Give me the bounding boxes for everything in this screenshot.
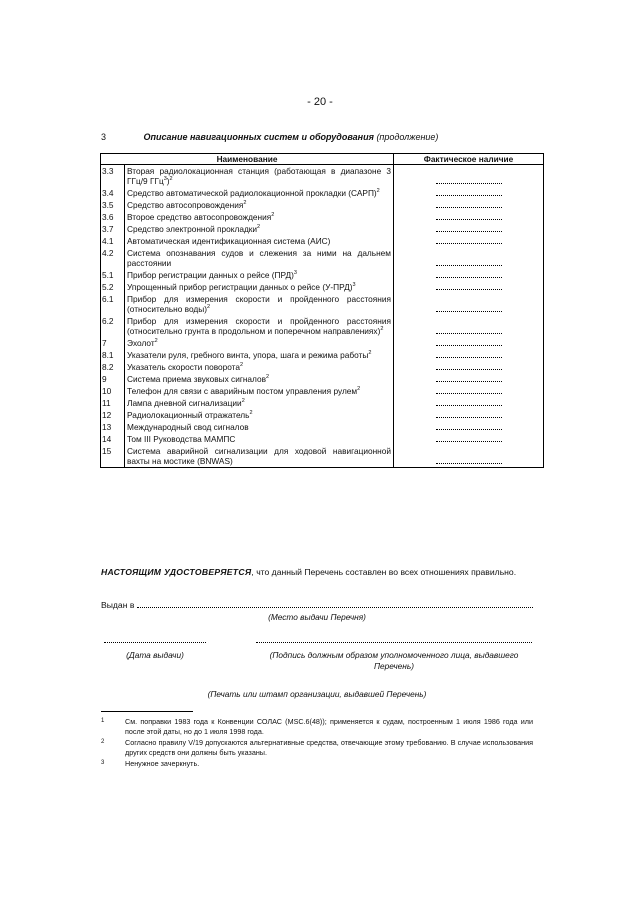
availability-cell [394, 187, 544, 199]
table-row [101, 397, 544, 409]
row-name [125, 269, 394, 281]
footnote-ref: 3 [293, 270, 297, 277]
footnote [101, 717, 533, 736]
row-name [125, 247, 394, 269]
row-name-text: Упрощенный прибор регистрации данных о рейсе (У-ПРД) [127, 282, 353, 292]
row-number: 3.3 [101, 165, 125, 188]
row-name [125, 397, 394, 409]
row-name-text: Система приема звуковых сигналов [127, 374, 267, 384]
section-title: Описание навигационных систем и оборудования [143, 132, 374, 142]
footnote-ref: 2 [368, 350, 372, 357]
availability-field[interactable] [436, 387, 502, 394]
row-name-text: Лампа дневной сигнализации [127, 398, 242, 408]
row-name [125, 385, 394, 397]
row-number: 9 [101, 373, 125, 385]
row-number: 6.1 [101, 293, 125, 315]
table-row [101, 337, 544, 349]
table-row [101, 199, 544, 211]
table-row [101, 409, 544, 421]
availability-field[interactable] [436, 411, 502, 418]
availability-cell [394, 211, 544, 223]
certification-statement [101, 566, 533, 578]
seal-caption: (Печать или штамп организации, выдавшей Перечень) [207, 689, 427, 699]
availability-field[interactable] [436, 375, 502, 382]
signature-caption: (Подпись должным образом уполномоченного лица, выдавшего Перечень) [269, 650, 519, 671]
availability-field[interactable] [436, 225, 502, 232]
availability-cell [394, 361, 544, 373]
row-name-text: Прибор для измерения скорости и пройденного расстояния (относительно грунта в продольном и поперечном направлениях) [127, 316, 391, 336]
availability-cell [394, 165, 544, 188]
availability-cell [394, 385, 544, 397]
availability-cell [394, 349, 544, 361]
table-row [101, 223, 544, 235]
footnote-ref: 2 [266, 374, 270, 381]
row-name-text: Международный свод сигналов [127, 422, 249, 432]
footnote-ref: 2 [169, 176, 173, 183]
availability-field[interactable] [436, 351, 502, 358]
row-name-text: Средство электронной прокладки [127, 224, 258, 234]
availability-field[interactable] [436, 435, 502, 442]
footnote-ref: 2 [241, 398, 245, 405]
availability-field[interactable] [436, 457, 502, 464]
table-row [101, 373, 544, 385]
footnote-mark: 1 [101, 718, 105, 724]
row-number: 8.2 [101, 361, 125, 373]
footnote-ref: 2 [240, 362, 244, 369]
row-number: 14 [101, 433, 125, 445]
row-name-text: Указатели руля, гребного винта, упора, шага и режима работы [127, 350, 369, 360]
availability-cell [394, 269, 544, 281]
row-number: 4.2 [101, 247, 125, 269]
row-number: 6.2 [101, 315, 125, 337]
availability-cell [394, 293, 544, 315]
row-number: 11 [101, 397, 125, 409]
availability-field[interactable] [436, 271, 502, 278]
table-row [101, 433, 544, 445]
row-name-text: Второе средство автосопровождения [127, 212, 272, 222]
availability-cell [394, 409, 544, 421]
row-name [125, 235, 394, 247]
availability-field[interactable] [436, 237, 502, 244]
footnote-ref: 2 [257, 224, 261, 231]
availability-cell [394, 445, 544, 468]
place-caption: (Место выдачи Перечня) [268, 612, 366, 622]
row-name [125, 349, 394, 361]
availability-cell [394, 373, 544, 385]
table-row [101, 349, 544, 361]
availability-field[interactable] [436, 283, 502, 290]
row-number: 13 [101, 421, 125, 433]
row-name [125, 373, 394, 385]
table-row [101, 315, 544, 337]
row-name-text: Эхолот [127, 338, 155, 348]
table-row [101, 281, 544, 293]
table-row [101, 385, 544, 397]
row-name-text: Средство автоматической радиолокационной прокладки (САРП) [127, 188, 377, 198]
row-name [125, 211, 394, 223]
availability-field[interactable] [436, 363, 502, 370]
footnote-divider [101, 711, 193, 712]
row-number: 5.2 [101, 281, 125, 293]
row-name [125, 165, 394, 188]
equipment-table [100, 153, 544, 468]
footnote-text: См. поправки 1983 года к Конвенции СОЛАС (MSC.6(48)); применяется к судам, построенным 1 июля 1986 года или после этой даты, но до 1 июля 1998 года. [125, 717, 533, 736]
certification-lead: НАСТОЯЩИМ УДОСТОВЕРЯЕТСЯ [101, 567, 252, 577]
availability-cell [394, 223, 544, 235]
availability-cell [394, 247, 544, 269]
row-number: 8.1 [101, 349, 125, 361]
availability-field[interactable] [436, 189, 502, 196]
availability-field[interactable] [436, 423, 502, 430]
availability-field[interactable] [436, 259, 502, 266]
row-name [125, 187, 394, 199]
availability-cell [394, 421, 544, 433]
table-row [101, 293, 544, 315]
availability-field[interactable] [436, 339, 502, 346]
availability-cell [394, 281, 544, 293]
footnote-text: Ненужное зачеркнуть. [125, 759, 200, 769]
footnote-ref: 3 [163, 176, 167, 183]
row-name [125, 421, 394, 433]
footnote-text: Согласно правилу V/19 допускаются альтернативные средства, отвечающие этому требованию. В случае использования других средств они должны быть указаны. [125, 738, 533, 757]
footnote-ref: 2 [380, 326, 384, 333]
footnote-ref: 2 [357, 386, 361, 393]
section-number: 3 [101, 132, 107, 142]
availability-cell [394, 433, 544, 445]
footnote [101, 738, 533, 757]
date-caption: (Дата выдачи) [126, 650, 184, 660]
footnote-ref: 2 [207, 304, 211, 311]
footnote-ref: 2 [249, 410, 253, 417]
row-name [125, 409, 394, 421]
availability-cell [394, 235, 544, 247]
row-name [125, 445, 394, 468]
header-availability: Фактическое наличие [394, 154, 544, 165]
table-row [101, 247, 544, 269]
row-name-text: Том III Руководства МАМПС [127, 434, 236, 444]
footnotes [101, 717, 533, 771]
footnote-mark: 2 [101, 739, 105, 746]
row-number: 7 [101, 337, 125, 349]
row-name-text: Система опознавания судов и слежения за ними на дальнем расстоянии [127, 248, 391, 268]
row-number: 3.4 [101, 187, 125, 199]
row-number: 4.1 [101, 235, 125, 247]
page-number: - 20 - [307, 96, 333, 108]
availability-field[interactable] [436, 201, 502, 208]
table-header-row [101, 154, 544, 165]
row-name-text: Средство автосопровождения [127, 200, 244, 210]
row-name [125, 315, 394, 337]
row-name [125, 433, 394, 445]
row-number: 10 [101, 385, 125, 397]
availability-cell [394, 199, 544, 211]
row-name-text: Прибор для измерения скорости и пройденного расстояния (относительно воды) [127, 294, 391, 314]
row-number: 12 [101, 409, 125, 421]
row-name-text: Вторая радиолокационная станция (работающая в диапазоне 3 ГГц/9 ГГц [127, 166, 391, 186]
row-number: 15 [101, 445, 125, 468]
row-name [125, 293, 394, 315]
footnote-ref: 2 [243, 200, 247, 207]
issued-at-label: Выдан в [101, 600, 135, 610]
section-continued: (продолжение) [376, 132, 439, 142]
row-name-text: Телефон для связи с аварийным постом управления рулем [127, 386, 358, 396]
table-row [101, 211, 544, 223]
row-name-tail: ) [166, 176, 170, 186]
section-heading [101, 132, 438, 142]
row-name [125, 281, 394, 293]
availability-cell [394, 397, 544, 409]
row-number: 3.5 [101, 199, 125, 211]
footnote-mark: 3 [101, 760, 105, 767]
row-name [125, 361, 394, 373]
table-row [101, 235, 544, 247]
row-name-text: Указатель скорости поворота [127, 362, 240, 372]
row-name-text: Система аварийной сигнализации для ходовой навигационной вахты на мостике (BNWAS) [127, 446, 391, 466]
table-body [101, 165, 544, 468]
row-name [125, 223, 394, 235]
row-number: 5.1 [101, 269, 125, 281]
availability-field[interactable] [436, 399, 502, 406]
availability-field[interactable] [436, 327, 502, 334]
availability-field[interactable] [436, 213, 502, 220]
table-row [101, 165, 544, 188]
header-name: Наименование [101, 154, 394, 165]
footnote-ref: 2 [376, 188, 380, 195]
certification-text: , что данный Перечень составлен во всех отношениях правильно. [251, 567, 517, 577]
footnote [101, 759, 533, 769]
row-name-text: Автоматическая идентификационная система (АИС) [127, 236, 331, 246]
footnote-ref: 3 [352, 282, 356, 289]
table-row [101, 421, 544, 433]
table-row [101, 187, 544, 199]
issued-at-field[interactable] [137, 607, 533, 608]
table-row [101, 361, 544, 373]
date-field[interactable] [104, 642, 206, 643]
table-row [101, 445, 544, 468]
row-name-text: Прибор регистрации данных о рейсе (ПРД) [127, 270, 294, 280]
row-number: 3.7 [101, 223, 125, 235]
availability-cell [394, 315, 544, 337]
row-name-text: Радиолокационный отражатель [127, 410, 250, 420]
availability-field[interactable] [436, 305, 502, 312]
table-row [101, 269, 544, 281]
row-name [125, 199, 394, 211]
row-name [125, 337, 394, 349]
signature-field[interactable] [256, 642, 532, 643]
availability-field[interactable] [436, 177, 502, 184]
row-number: 3.6 [101, 211, 125, 223]
availability-cell [394, 337, 544, 349]
footnote-ref: 2 [271, 212, 275, 219]
footnote-ref: 2 [154, 338, 158, 345]
